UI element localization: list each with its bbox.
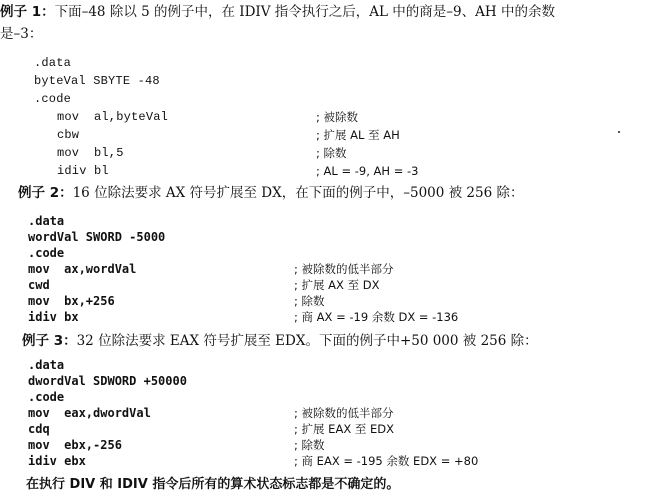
code-line: mov ax,wordVal <box>28 262 137 276</box>
code-line: .code <box>28 390 65 404</box>
code-comment: ; AL = -9, AH = -3 <box>316 164 419 178</box>
code-line: cbw <box>57 128 80 142</box>
code-comment: ; 除数 <box>316 146 347 160</box>
example2-paragraph <box>18 183 523 203</box>
example1-paragraph <box>0 2 555 22</box>
code-line: .data <box>28 358 65 372</box>
code-line: mov ebx,-256 <box>28 438 122 452</box>
code-line: mov bx,+256 <box>28 294 115 308</box>
code-line: idiv bl <box>57 164 109 178</box>
example2-text: 16 位除法要求 AX 符号扩展至 DX，在下面的例子中，–5000 被 256 除： <box>72 185 524 201</box>
example2-label: 例子 2： <box>18 185 73 201</box>
code-comment: ; 商 EAX = -195 余数 EDX = +80 <box>294 454 479 468</box>
code-line: wordVal SWORD -5000 <box>28 230 166 244</box>
code-line: mov eax,dwordVal <box>28 406 151 420</box>
example3-paragraph <box>22 331 538 351</box>
example1-paragraph-cont <box>0 24 42 44</box>
code-line: .code <box>34 92 72 106</box>
code-line: .data <box>28 214 65 228</box>
code-line: .code <box>28 246 65 260</box>
code-comment: ; 扩展 AX 至 DX <box>294 278 380 292</box>
code-line: idiv bx <box>28 310 79 324</box>
example3-label: 例子 3： <box>22 333 77 349</box>
code-line: .data <box>34 56 72 70</box>
code-comment: ; 被除数 <box>316 110 359 124</box>
example1-text-line1: 下面–48 除以 5 的例子中，在 IDIV 指令执行之后，AL 中的商是–9、AH 中的余数 <box>54 4 555 20</box>
footer-note: 在执行 DIV 和 IDIV 指令后所有的算术状态标志都是不确定的。 <box>26 477 400 492</box>
code-comment: ; 扩展 AL 至 AH <box>316 128 400 142</box>
example3-text: 32 位除法要求 EAX 符号扩展至 EDX。下面的例子中+50 000 被 256 除： <box>76 333 538 349</box>
example1-label: 例子 1： <box>0 4 55 20</box>
scan-speck <box>618 131 620 133</box>
code-line: byteVal SBYTE -48 <box>34 74 160 88</box>
code-comment: ; 扩展 EAX 至 EDX <box>294 422 395 436</box>
code-comment: ; 被除数的低半部分 <box>294 262 394 276</box>
code-comment: ; 被除数的低半部分 <box>294 406 394 420</box>
code-comment: ; 除数 <box>294 438 325 452</box>
code-line: idiv ebx <box>28 454 86 468</box>
code-line: cdq <box>28 422 50 436</box>
code-comment: ; 商 AX = -19 余数 DX = -136 <box>294 310 459 324</box>
example1-text-line2: 是–3： <box>0 26 43 42</box>
code-line: mov bl,5 <box>57 146 124 160</box>
code-comment: ; 除数 <box>294 294 325 308</box>
code-line: mov al,byteVal <box>57 110 169 124</box>
code-line: dwordVal SDWORD +50000 <box>28 374 187 388</box>
code-line: cwd <box>28 278 50 292</box>
